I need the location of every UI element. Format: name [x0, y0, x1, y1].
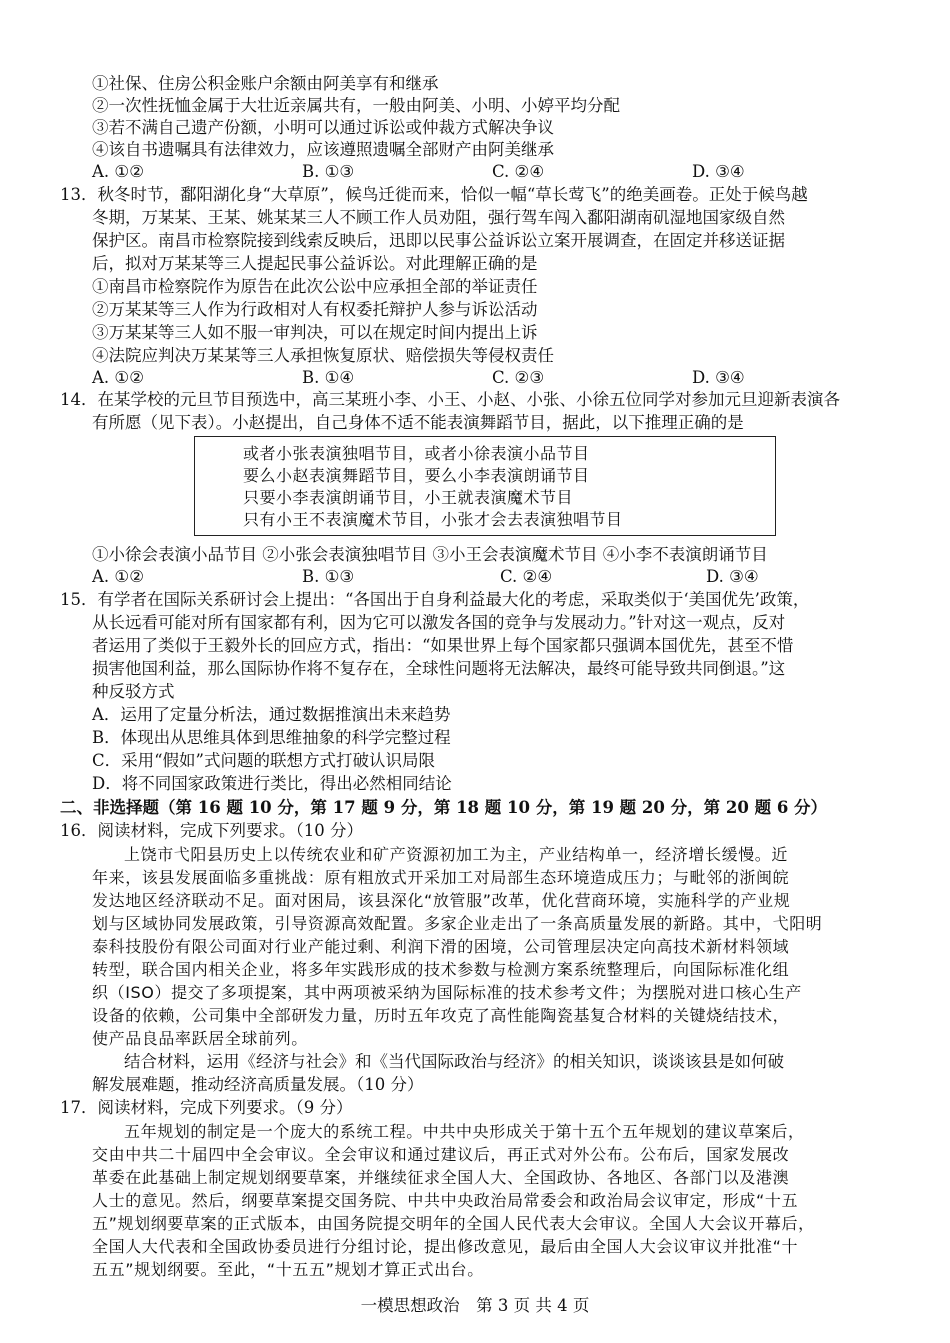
- q13-options: [92, 367, 852, 389]
- q14-option-c: C. ②④: [500, 567, 553, 586]
- q12-option-b: B. ①③: [302, 162, 355, 181]
- q13-stem-4: 后，拟对万某某等三人提起民事公益诉讼。对此理解正确的是: [92, 254, 538, 273]
- q14-option-b: B. ①③: [302, 567, 355, 586]
- q15-option-b: B．体现出从思维具体到思维抽象的科学完整过程: [92, 728, 451, 747]
- q12-statement-3: ③若不满自己遗产份额，小明可以通过诉讼或仲裁方式解决争议: [92, 118, 554, 137]
- q16-material-7: 织（ISO）提交了多项提案，其中两项被采纳为国际标准的技术参考文件；为摆脱对进口核心生产: [92, 983, 802, 1002]
- q16-question-2: 解发展难题，推动经济高质量发展。（10 分）: [92, 1075, 424, 1094]
- q13-statement-2: ②万某某等三人作为行政相对人有权委托辩护人参与诉讼活动: [92, 300, 538, 319]
- q16-material-6: 转型，联合国内相关企业，将多年实践形成的技术参数与检测方案系统整理后，向国际标准化组: [92, 960, 790, 979]
- q13-stem-2: 冬期，万某某、王某、姚某某三人不顾工作人员劝阻，强行驾车闯入鄱阳湖南矶湿地国家级自然: [92, 208, 785, 227]
- q13-stem-1: 13．秋冬时节，鄱阳湖化身“大草原”，候鸟迁徙而来，恰似一幅“草长莺飞”的绝美画卷。正处于候鸟越: [60, 185, 808, 204]
- q14-options: [92, 566, 852, 588]
- page-footer: 一模思想政治 第 3 页 共 4 页: [360, 1296, 590, 1315]
- q17-material-5: 五”规划纲要草案的正式版本，由国务院提交明年的全国人民代表大会审议。全国人大会议开幕后，: [92, 1214, 815, 1233]
- q14-option-a: A. ①②: [92, 567, 144, 586]
- q17-material-1: 五年规划的制定是一个庞大的系统工程。中共中央形成关于第十五个五年规划的建议草案后，: [124, 1122, 805, 1141]
- q14-box-line-1: 或者小张表演独唱节目，或者小徐表演小品节目: [243, 444, 590, 463]
- q17-material-4: 人士的意见。然后，纲要草案提交国务院、中共中央政治局常委会和政治局会议审定，形成“十五: [92, 1191, 799, 1210]
- q12-options: [92, 161, 852, 183]
- q16-material-4: 划与区域协同发展政策，引导资源高效配置。多家企业走出了一条高质量发展的新路。其中，弋阳明: [92, 914, 823, 933]
- q15-stem-1: 15．有学者在国际关系研讨会上提出：“各国出于自身利益最大化的考虑，采取类似于‘美国优先’政策，: [60, 590, 810, 609]
- q14-box-line-3: 只要小李表演朗诵节目，小王就表演魔术节目: [243, 488, 574, 507]
- q14-condition-box: [194, 436, 776, 536]
- q13-option-d: D. ③④: [692, 368, 745, 387]
- q15-option-d: D．将不同国家政策进行类比，得出必然相同结论: [92, 774, 452, 793]
- q17-material-2: 交由中共二十届四中全会审议。全会审议和通过建议后，再正式对外公布。公布后，国家发展改: [92, 1145, 790, 1164]
- q16-title: 16．阅读材料，完成下列要求。（10 分）: [60, 821, 363, 840]
- q15-stem-2: 从长远看可能对所有国家都有利，因为它可以激发各国的竞争与发展动力。”针对这一观点，反对: [92, 613, 786, 632]
- q12-statement-1: ①社保、住房公积金账户余额由阿美享有和继承: [92, 74, 439, 93]
- q16-material-8: 设备的依赖，公司集中全部研发力量，历时五年攻克了高性能陶瓷基复合材料的关键烧结技术，: [92, 1006, 790, 1025]
- q13-stem-3: 保护区。南昌市检察院接到线索反映后，迅即以民事公益诉讼立案开展调查，在固定并移送证据: [92, 231, 785, 250]
- q12-statement-4: ④该自书遗嘱具有法律效力，应该遵照遗嘱全部财产由阿美继承: [92, 140, 554, 159]
- q13-option-a: A. ①②: [92, 368, 144, 387]
- q16-material-1: 上饶市弋阳县历史上以传统农业和矿产资源初加工为主，产业结构单一，经济增长缓慢。近: [124, 845, 789, 864]
- q14-stem-1: 14．在某学校的元旦节目预选中，高三某班小李、小王、小赵、小张、小徐五位同学对参加元旦迎新表演各: [60, 390, 840, 409]
- q16-question-1: 结合材料，运用《经济与社会》和《当代国际政治与经济》的相关知识，谈谈该县是如何破: [124, 1052, 784, 1071]
- q14-box-line-2: 要么小赵表演舞蹈节目，要么小李表演朗诵节目: [243, 466, 590, 485]
- q15-stem-3: 者运用了类似于王毅外长的回应方式，指出：“如果世界上每个国家都只强调本国优先，甚至不惜: [92, 636, 794, 655]
- q13-statement-1: ①南昌市检察院作为原告在此次公讼中应承担全部的举证责任: [92, 277, 538, 296]
- q14-stem-2: 有所愿（见下表）。小赵提出，自己身体不适不能表演舞蹈节目，据此，以下推理正确的是: [92, 413, 744, 432]
- q13-option-b: B. ①④: [302, 368, 355, 387]
- q13-statement-4: ④法院应判决万某某等三人承担恢复原状、赔偿损失等侵权责任: [92, 346, 554, 365]
- q12-statement-2: ②一次性抚恤金属于大壮近亲属共有，一般由阿美、小明、小婷平均分配: [92, 96, 620, 115]
- q15-stem-5: 种反驳方式: [92, 682, 175, 701]
- q12-option-a: A. ①②: [92, 162, 144, 181]
- q17-material-3: 革委在此基础上制定规划纲要草案，并继续征求全国人大、全国政协、各地区、各部门以及港澳: [92, 1168, 790, 1187]
- q13-option-c: C. ②③: [492, 368, 545, 387]
- q14-statements: ①小徐会表演小品节目 ②小张会表演独唱节目 ③小王会表演魔术节目 ④小李不表演朗诵节目: [92, 545, 768, 564]
- q14-option-d: D. ③④: [706, 567, 759, 586]
- q17-material-7: 五五”规划纲要。至此，“十五五”规划才算正式出台。: [92, 1260, 484, 1279]
- q15-option-c: C．采用“假如”式问题的联想方式打破认识局限: [92, 751, 435, 770]
- q12-option-c: C. ②④: [492, 162, 545, 181]
- section-2-heading: 二、非选择题（第 16 题 10 分，第 17 题 9 分，第 18 题 10 分，第 19 题 20 分，第 20 题 6 分）: [60, 798, 828, 817]
- q13-statement-3: ③万某某等三人如不服一审判决，可以在规定时间内提出上诉: [92, 323, 538, 342]
- q12-option-d: D. ③④: [692, 162, 745, 181]
- q15-option-a: A．运用了定量分析法，通过数据推演出未来趋势: [92, 705, 451, 724]
- q16-material-9: 使产品良品率跃居全球前列。: [92, 1029, 308, 1048]
- q16-material-5: 泰科技股份有限公司面对行业产能过剩、利润下滑的困境，公司管理层决定向高技术新材料领域: [92, 937, 790, 956]
- q17-material-6: 全国人大代表和全国政协委员进行分组讨论，提出修改意见，最后由全国人大会议审议并批准“十: [92, 1237, 799, 1256]
- q16-material-2: 年来，该县发展面临多重挑战：原有粗放式开采加工对局部生态环境造成压力；与毗邻的浙闽皖: [92, 868, 790, 887]
- q15-stem-4: 损害他国利益，那么国际协作将不复存在，全球性问题将无法解决，最终可能导致共同倒退。”这: [92, 659, 786, 678]
- q14-box-line-4: 只有小王不表演魔术节目，小张才会去表演独唱节目: [243, 510, 623, 529]
- q17-title: 17．阅读材料，完成下列要求。（9 分）: [60, 1098, 353, 1117]
- q16-material-3: 发达地区经济联动不足。面对困局，该县深化“放管服”改革，优化营商环境，实施科学的产业规: [92, 891, 791, 910]
